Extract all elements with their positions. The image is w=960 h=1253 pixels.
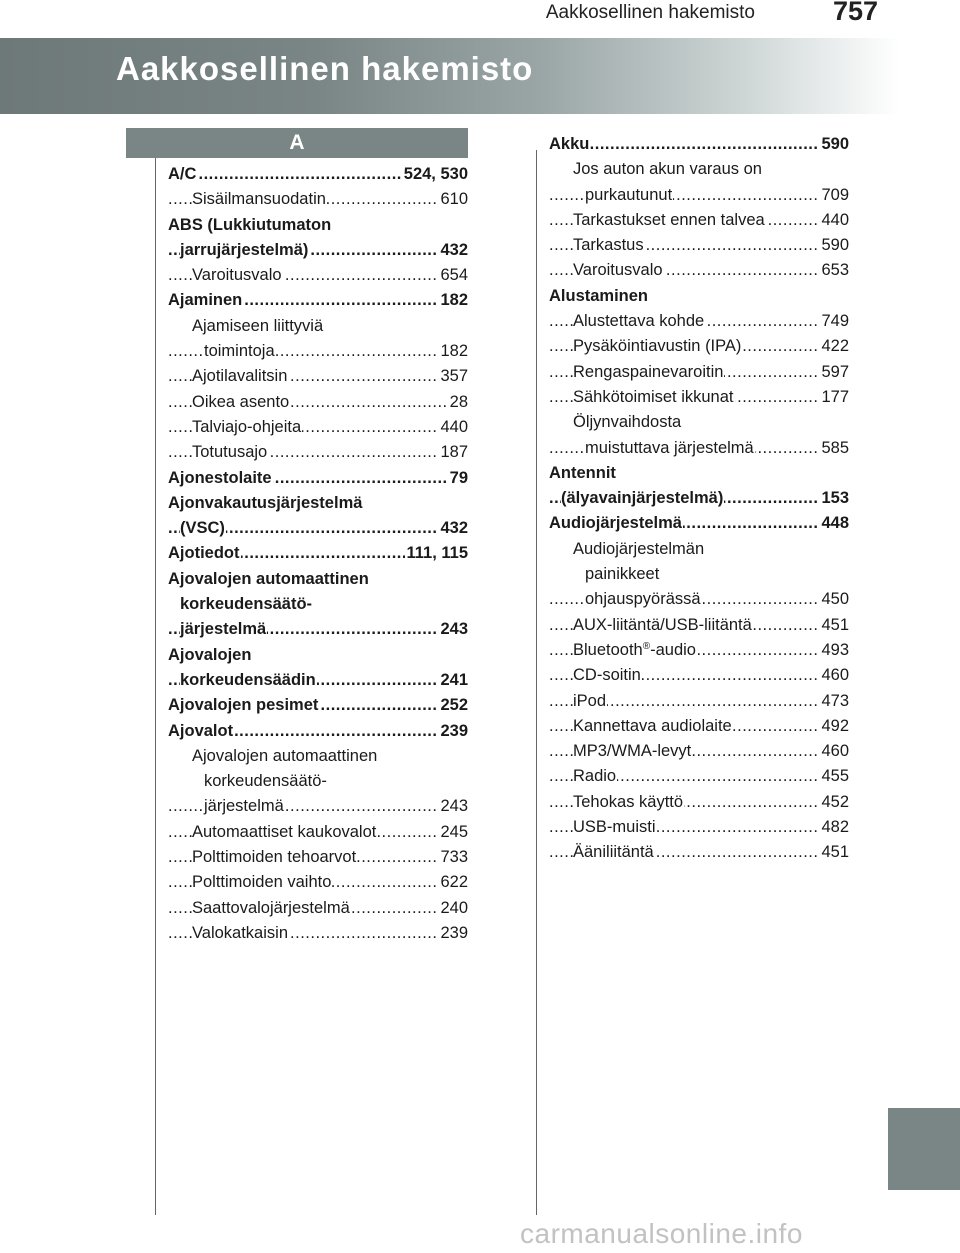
index-entry xyxy=(549,689,849,714)
index-entry-page: 455 xyxy=(819,764,849,789)
index-entry-page: 243 xyxy=(438,794,468,819)
index-entry-page: 432 xyxy=(438,516,468,541)
index-entry xyxy=(168,162,468,187)
column-divider-middle xyxy=(536,150,537,1215)
index-entry-text: iPod xyxy=(573,691,607,710)
index-entry xyxy=(549,360,849,385)
index-entry-page: 422 xyxy=(819,334,849,359)
index-entry-page: 243 xyxy=(438,617,468,642)
index-entry xyxy=(549,410,849,435)
index-entry-text: jarrujärjestelmä) xyxy=(180,240,309,259)
index-entry xyxy=(168,617,468,642)
index-entry-text: Sähkötoimiset ikkunat xyxy=(573,387,734,406)
index-entry xyxy=(549,233,849,258)
index-entry xyxy=(549,815,849,840)
index-entry xyxy=(168,288,468,313)
index-entry-page: 177 xyxy=(819,385,849,410)
index-entry-page: 590 xyxy=(819,132,849,157)
page-title: Aakkosellinen hakemisto xyxy=(116,50,534,87)
index-entry-text: Rengaspainevaroitin xyxy=(573,362,724,381)
index-entry-page: 610 xyxy=(438,187,468,212)
index-entry xyxy=(168,339,468,364)
index-entry xyxy=(549,840,849,865)
index-entry-page: 709 xyxy=(819,183,849,208)
index-entry-page: 28 xyxy=(448,390,468,415)
index-entry-text: Ajotilavalitsin xyxy=(192,367,288,386)
index-entry xyxy=(168,364,468,389)
index-entry-page: 493 xyxy=(819,638,849,663)
index-entry-page: 182 xyxy=(438,288,468,313)
index-entry-page: 451 xyxy=(819,840,849,865)
index-entry-text: Ajonestolaite xyxy=(168,468,272,487)
index-entry-text: Akku xyxy=(549,135,590,153)
index-entry-page: 440 xyxy=(438,415,468,440)
index-entry-text: Öljynvaihdosta xyxy=(573,413,682,432)
index-entry-text: Kannettava audiolaite xyxy=(573,716,732,735)
index-entry xyxy=(168,921,468,946)
index-entry-text: A/C xyxy=(168,165,197,183)
index-entry xyxy=(549,537,849,562)
index-entry xyxy=(549,309,849,334)
index-entry-page: 182 xyxy=(438,339,468,364)
index-entry-text: Ajovalojen automaattinen xyxy=(192,746,378,765)
running-title: Aakkosellinen hakemisto xyxy=(545,2,755,23)
index-entry xyxy=(168,314,468,339)
index-entry-page: 239 xyxy=(438,719,468,744)
index-entry-text: Varoitusvalo xyxy=(573,261,663,280)
index-entry xyxy=(168,592,468,617)
index-entry xyxy=(168,794,468,819)
index-entry-text: ABS (Lukkiutumaton xyxy=(168,215,332,234)
index-entry xyxy=(168,769,468,794)
index-entry-text: CD-soitin xyxy=(573,666,641,685)
index-entry-page: 733 xyxy=(438,845,468,870)
index-entry xyxy=(168,870,468,895)
index-entry-page: 749 xyxy=(819,309,849,334)
index-column-right xyxy=(549,132,849,866)
index-entry xyxy=(549,208,849,233)
index-entry xyxy=(168,896,468,921)
index-entry-page: 590 xyxy=(819,233,849,258)
index-entry-page: 524, 530 xyxy=(402,162,468,187)
index-entry xyxy=(168,390,468,415)
index-entry-text: korkeudensäätö- xyxy=(180,595,313,614)
index-entry-page: 597 xyxy=(819,360,849,385)
section-letter-band: A xyxy=(126,128,468,158)
index-entry-text: Tehokas käyttö xyxy=(573,792,684,811)
index-entry xyxy=(168,491,468,516)
index-entry xyxy=(549,436,849,461)
index-entry xyxy=(168,719,468,744)
title-band xyxy=(0,38,900,114)
index-entry-text: purkautunut xyxy=(585,185,673,204)
index-entry-text: Tarkastus xyxy=(573,236,644,255)
index-entry xyxy=(549,157,849,182)
index-entry-text: korkeudensäätö- xyxy=(204,772,327,791)
index-entry-text: toimintoja xyxy=(204,342,275,361)
index-entry-text: USB-muisti xyxy=(573,818,656,837)
index-entry-text: korkeudensäädin xyxy=(180,670,316,689)
index-entry-text: Alustettava kohde xyxy=(573,312,705,331)
index-entry-page: 239 xyxy=(438,921,468,946)
registered-mark: ® xyxy=(642,640,651,652)
index-entry-text: Automaattiset kaukovalot xyxy=(192,822,377,841)
index-entry xyxy=(168,541,468,566)
index-entry-text: Ääniliitäntä xyxy=(573,843,654,862)
index-entry xyxy=(549,183,849,208)
index-entry-text: Ajovalojen pesimet xyxy=(168,696,319,715)
index-entry-text: Ajotiedot xyxy=(168,544,240,563)
index-entry xyxy=(549,587,849,612)
index-entry xyxy=(549,663,849,688)
index-entry xyxy=(549,334,849,359)
index-entry xyxy=(168,238,468,263)
index-entry xyxy=(549,385,849,410)
page-number: 757 xyxy=(832,0,878,26)
index-entry-page: 440 xyxy=(819,208,849,233)
index-entry xyxy=(168,693,468,718)
column-divider-left xyxy=(155,150,156,1215)
index-entry-suffix: -audio xyxy=(650,640,696,659)
index-entry-text: järjestelmä xyxy=(204,797,284,816)
index-entry xyxy=(549,764,849,789)
index-entry xyxy=(549,739,849,764)
index-entry-page: 451 xyxy=(819,613,849,638)
index-entry-text: Polttimoiden vaihto xyxy=(192,873,332,892)
index-entry-text: Audiojärjestelmä xyxy=(549,514,682,533)
index-entry xyxy=(549,486,849,511)
index-entry-text: muistuttava järjestelmä xyxy=(585,438,754,457)
index-entry xyxy=(549,613,849,638)
index-entry xyxy=(168,516,468,541)
index-entry-page: 622 xyxy=(438,870,468,895)
index-entry-page: 245 xyxy=(438,820,468,845)
index-entry xyxy=(168,668,468,693)
index-entry-text: MP3/WMA-levyt xyxy=(573,742,692,761)
index-entry-page: 473 xyxy=(819,689,849,714)
index-entry-text: Saattovalojärjestelmä xyxy=(192,898,350,917)
index-entry-text: Ajovalot xyxy=(168,721,234,740)
index-entry xyxy=(549,258,849,283)
index-entry-text: Ajovalojen automaattinen xyxy=(168,569,369,588)
index-entry xyxy=(168,643,468,668)
index-entry xyxy=(549,714,849,739)
index-entry-text: Ajovalojen xyxy=(168,645,252,664)
index-entry-page: 585 xyxy=(819,436,849,461)
index-entry xyxy=(549,284,849,309)
index-entry-page: 432 xyxy=(438,238,468,263)
index-entry-text: järjestelmä xyxy=(180,620,267,639)
index-entry-page: 357 xyxy=(438,364,468,389)
index-entry xyxy=(549,511,849,536)
index-entry-text: Pysäköintiavustin (IPA) xyxy=(573,337,742,356)
index-entry xyxy=(549,638,849,663)
index-entry xyxy=(549,461,849,486)
index-entry-page: 460 xyxy=(819,663,849,688)
index-entry-page: 492 xyxy=(819,714,849,739)
index-entry-page: 187 xyxy=(438,440,468,465)
index-entry xyxy=(168,440,468,465)
index-entry-page: 460 xyxy=(819,739,849,764)
index-entry xyxy=(168,263,468,288)
index-entry-text: Jos auton akun varaus on xyxy=(573,160,762,179)
index-entry-page: 241 xyxy=(438,668,468,693)
index-entry xyxy=(168,820,468,845)
index-entry xyxy=(168,415,468,440)
index-entry xyxy=(168,187,468,212)
index-entry xyxy=(168,744,468,769)
index-entry-text: (älyavainjärjestelmä) xyxy=(561,489,724,508)
index-entry-text: Polttimoiden tehoarvot xyxy=(192,848,357,867)
index-entry-text: painikkeet xyxy=(585,565,660,584)
index-entry xyxy=(549,790,849,815)
index-entry xyxy=(549,562,849,587)
index-entry-page: 654 xyxy=(438,263,468,288)
index-entry-text: Talviajo-ohjeita xyxy=(192,417,302,436)
running-header xyxy=(0,0,960,30)
index-entry-text: Valokatkaisin xyxy=(192,923,288,942)
index-entry-page: 448 xyxy=(819,511,849,536)
index-column-left xyxy=(168,162,468,946)
index-entry xyxy=(549,132,849,157)
index-entry-page: 450 xyxy=(819,587,849,612)
index-entry-text: Radio xyxy=(573,767,617,786)
index-entry xyxy=(168,466,468,491)
index-entry-page: 240 xyxy=(438,896,468,921)
index-entry-page: 653 xyxy=(819,258,849,283)
index-entry-text: AUX-liitäntä/USB-liitäntä xyxy=(573,615,752,634)
index-entry-page: 111, 115 xyxy=(405,541,469,566)
index-entry-page: 482 xyxy=(819,815,849,840)
index-entry-text: Oikea asento xyxy=(192,392,290,411)
index-entry-text: (VSC) xyxy=(180,519,225,538)
index-entry-text: ohjauspyörässä xyxy=(585,590,701,609)
index-entry-text: Totutusajo xyxy=(192,443,268,462)
index-entry xyxy=(168,845,468,870)
index-entry-text: Tarkastukset ennen talvea xyxy=(573,210,765,229)
index-entry-page: 79 xyxy=(448,466,468,491)
index-entry-page: 452 xyxy=(819,790,849,815)
index-entry-text: Varoitusvalo xyxy=(192,266,282,285)
index-entry-page: 252 xyxy=(438,693,468,718)
index-entry-text: Ajaminen xyxy=(168,291,243,310)
index-entry xyxy=(168,567,468,592)
index-edge-tab xyxy=(888,1108,960,1190)
index-entry-text: Ajonvakautusjärjestelmä xyxy=(168,493,363,512)
index-entry-text: Sisäilmansuodatin xyxy=(192,190,326,209)
index-entry-page: 153 xyxy=(819,486,849,511)
index-entry-text: Ajamiseen liittyviä xyxy=(192,316,324,335)
index-entry-text: Bluetooth®-audio xyxy=(573,640,696,659)
watermark: carmanualsonline.info xyxy=(520,1218,803,1249)
index-entry-text: Alustaminen xyxy=(549,286,649,305)
index-entry-text: Antennit xyxy=(549,463,616,482)
index-entry-text: Audiojärjestelmän xyxy=(573,539,705,558)
index-entry xyxy=(168,213,468,238)
